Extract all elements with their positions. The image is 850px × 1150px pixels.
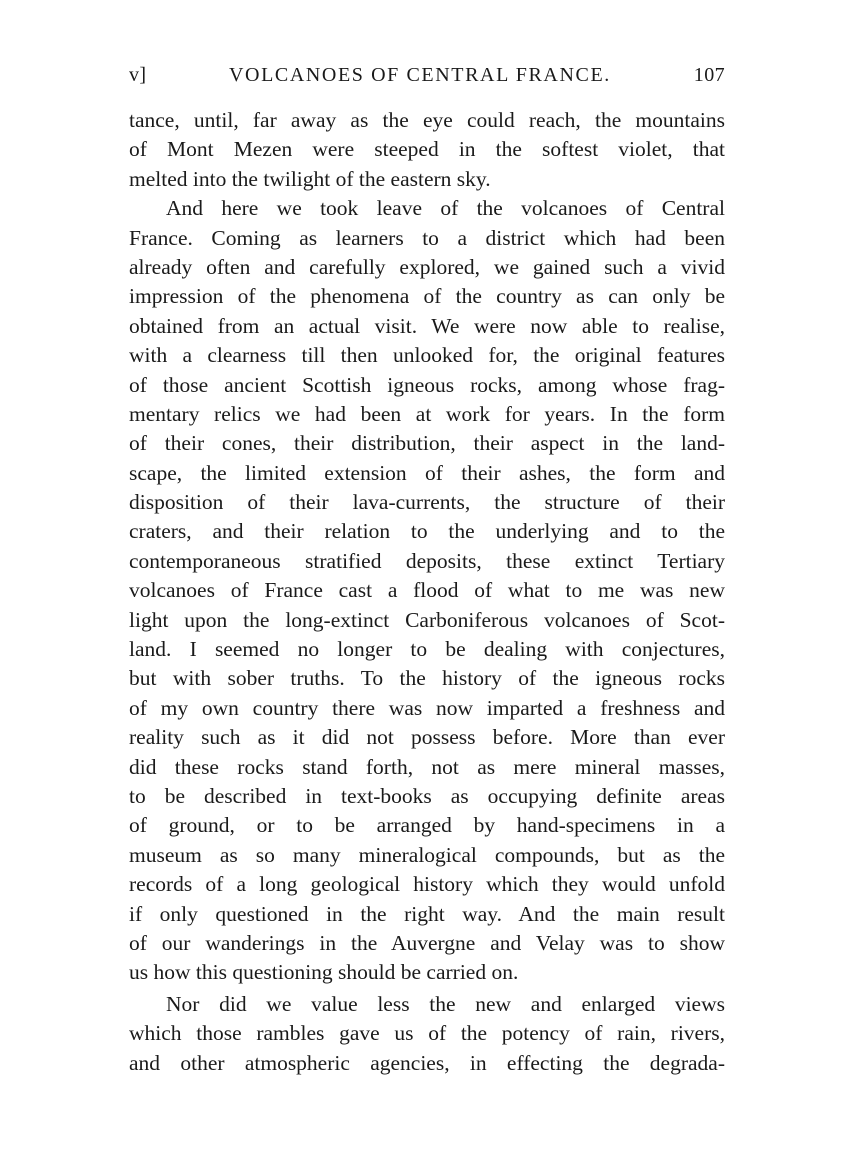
text-line: Nor did we value less the new and enlarged views — [166, 991, 725, 1016]
text-line: of my own country there was now imparted a freshness and — [129, 695, 725, 720]
text-line: tance, until, far away as the eye could reach, the mountains — [129, 108, 725, 132]
text-line: to be described in text-books as occupying definite areas — [129, 783, 725, 808]
text-line: of their cones, their distribution, their aspect in the land- — [129, 431, 725, 456]
text-line: reality such as it did not possess before. More than ever — [129, 725, 725, 750]
book-page — [129, 56, 725, 1078]
text-line: France. Coming as learners to a district which had been — [129, 225, 725, 250]
text-line: impression of the phenomena of the country as can only be — [129, 284, 725, 309]
text-line: mentary relics we had been at work for years. In the form — [129, 401, 725, 426]
text-line: did these rocks stand forth, not as mere mineral masses, — [129, 754, 725, 779]
body-text — [129, 106, 725, 1078]
text-line: which those rambles gave us of the potency of rain, rivers, — [129, 1021, 725, 1046]
text-line: museum as so many mineralogical compounds, but as the — [129, 842, 725, 867]
text-line: of Mont Mezen were steeped in the softest violet, that — [129, 137, 725, 162]
text-line: of ground, or to be arranged by hand-specimens in a — [129, 813, 725, 838]
running-head — [129, 56, 725, 92]
paragraph-3 — [129, 990, 725, 1078]
text-line: scape, the limited extension of their ashes, the form and — [129, 460, 725, 485]
text-line: already often and carefully explored, we gained such a vivid — [129, 254, 725, 279]
text-line: with a clearness till then unlooked for, the original features — [129, 343, 725, 368]
text-line: melted into the twilight of the eastern sky. — [129, 166, 491, 191]
text-line: and other atmospheric agencies, in effecting the degrada- — [129, 1050, 725, 1075]
text-line: of those ancient Scottish igneous rocks, among whose frag- — [129, 372, 725, 397]
text-line: contemporaneous stratified deposits, these extinct Tertiary — [129, 548, 725, 573]
text-line: land. I seemed no longer to be dealing with conjectures, — [129, 637, 725, 662]
text-line: volcanoes of France cast a flood of what to me was new — [129, 578, 725, 603]
text-line: records of a long geological history which they would unfold — [129, 872, 725, 897]
text-line: but with sober truths. To the history of the igneous rocks — [129, 666, 725, 691]
text-line: disposition of their lava-currents, the structure of their — [129, 490, 725, 515]
text-line: obtained from an actual visit. We were now able to realise, — [129, 313, 725, 338]
text-line: light upon the long-extinct Carboniferous volcanoes of Scot- — [129, 607, 725, 632]
text-line: of our wanderings in the Auvergne and Velay was to show — [129, 930, 725, 955]
page-number: 107 — [693, 64, 725, 86]
chapter-number: v] — [129, 64, 147, 86]
paragraph-2 — [129, 194, 725, 988]
running-title: VOLCANOES OF CENTRAL FRANCE. — [229, 64, 611, 86]
text-line: us how this questioning should be carried on. — [129, 960, 519, 985]
paragraph-1 — [129, 106, 725, 194]
text-line: And here we took leave of the volcanoes of Central — [166, 196, 725, 221]
text-line: craters, and their relation to the underlying and to the — [129, 519, 725, 544]
text-line: if only questioned in the right way. And the main result — [129, 901, 725, 926]
